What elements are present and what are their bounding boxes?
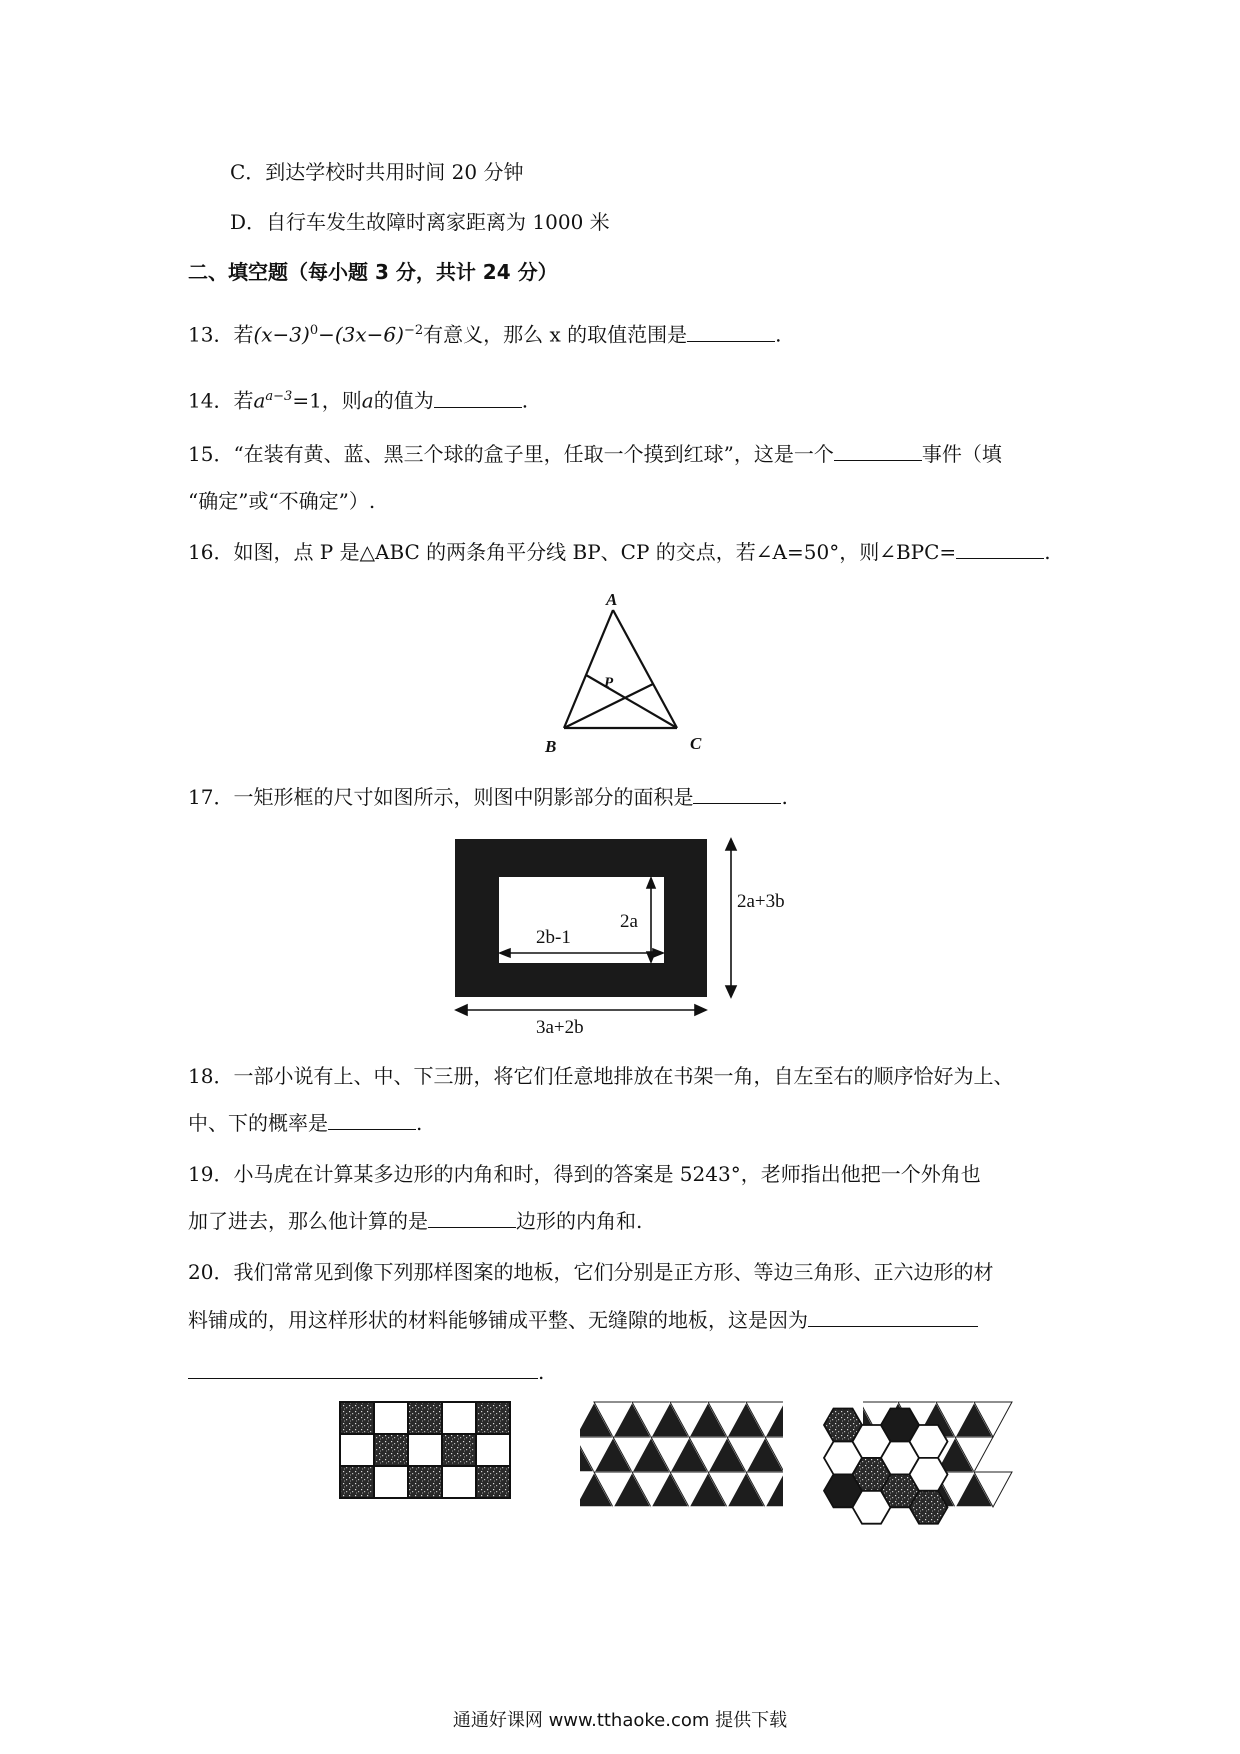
q13-exp-b: −2 [403,323,424,338]
q13-text: 有意义，那么 x 的取值范围是 [423,322,688,347]
q14-var: a [361,388,374,413]
label-outer-height: 2a+3b [737,891,785,912]
square-tile [340,1402,374,1434]
square-tile [476,1466,510,1498]
q14-text: 的值为 [373,388,434,413]
label-a: A [606,590,618,609]
square-tile [408,1466,442,1498]
q15-text: 15．“在装有黄、蓝、黑三个球的盒子里，任取一个摸到红球”，这是一个 [188,442,834,466]
square-tile [340,1466,374,1498]
question-18-line1: 18．一部小说有上、中、下三册，将它们任意地排放在书架一角，自左至右的顺序恰好为上、 [188,1064,1014,1088]
q18-text: 中、下的概率是 [188,1111,328,1135]
square-tile [442,1466,476,1498]
q19-text: 加了进去，那么他计算的是 [188,1209,428,1233]
section-heading: 二、填空题（每小题 3 分，共计 24 分） [188,260,558,284]
q17-end: . [781,785,788,809]
q14-eq: =1，则 [292,388,362,413]
q13-number: 13．若 [188,322,254,347]
square-tile [442,1434,476,1466]
option-c: C．到达学校时共用时间 20 分钟 [230,160,524,184]
square-tile [476,1402,510,1434]
label-p: P [604,675,614,691]
question-19-line1: 19．小马虎在计算某多边形的内角和时，得到的答案是 5243°，老师指出他把一个外角也 [188,1162,981,1186]
q16-end: . [1044,540,1051,564]
q19-text-after: 边形的内角和. [516,1209,643,1233]
q13-expr-b: −(3x−6) [318,322,404,347]
square-tile [374,1434,408,1466]
q20-text: 料铺成的，用这样形状的材料能够铺成平整、无缝隙的地板，这是因为 [188,1308,808,1332]
label-inner-height: 2a [620,911,638,932]
square-tile [476,1434,510,1466]
option-d: D．自行车发生故障时离家距离为 1000 米 [230,210,610,234]
square-tiling-pattern [340,1402,510,1498]
label-inner-width: 2b-1 [536,927,571,948]
q14-base: a [253,388,266,413]
page-footer: 通通好课网 www.tthaoke.com 提供下载 [452,1710,788,1731]
hexagon-tile [910,1458,948,1491]
q14-exp: a−3 [265,389,293,404]
q13-exp-a: 0 [309,323,319,338]
label-c: C [690,734,702,753]
q17-text: 17．一矩形框的尺寸如图所示，则图中阴影部分的面积是 [188,785,694,809]
q20-end: . [538,1360,545,1384]
q18-end: . [416,1111,423,1135]
square-tile [442,1402,476,1434]
hexagon-tile [910,1491,948,1524]
square-tile [340,1434,374,1466]
question-20-line1: 20．我们常常见到像下列那样图案的地板，它们分别是正方形、等边三角形、正六边形的材 [188,1260,994,1284]
question-15-line2: “确定”或“不确定”）. [188,489,376,513]
q14-number: 14．若 [188,388,254,413]
square-tile [374,1402,408,1434]
q13-expr-a: (x−3) [253,322,310,347]
q14-end: . [521,388,529,413]
hexagon-tiling-pattern [824,1409,948,1524]
q16-text: 16．如图，点 P 是△ABC 的两条角平分线 BP、CP 的交点，若∠A=50°，则∠BPC= [188,540,957,564]
label-outer-width: 3a+2b [536,1017,584,1038]
hexagon-tile [910,1425,948,1458]
q15-text-after: 事件（填 [921,442,1002,466]
label-b: B [545,737,557,756]
q13-end: . [775,322,782,347]
square-tile [374,1466,408,1498]
square-tile [408,1402,442,1434]
square-tile [408,1434,442,1466]
